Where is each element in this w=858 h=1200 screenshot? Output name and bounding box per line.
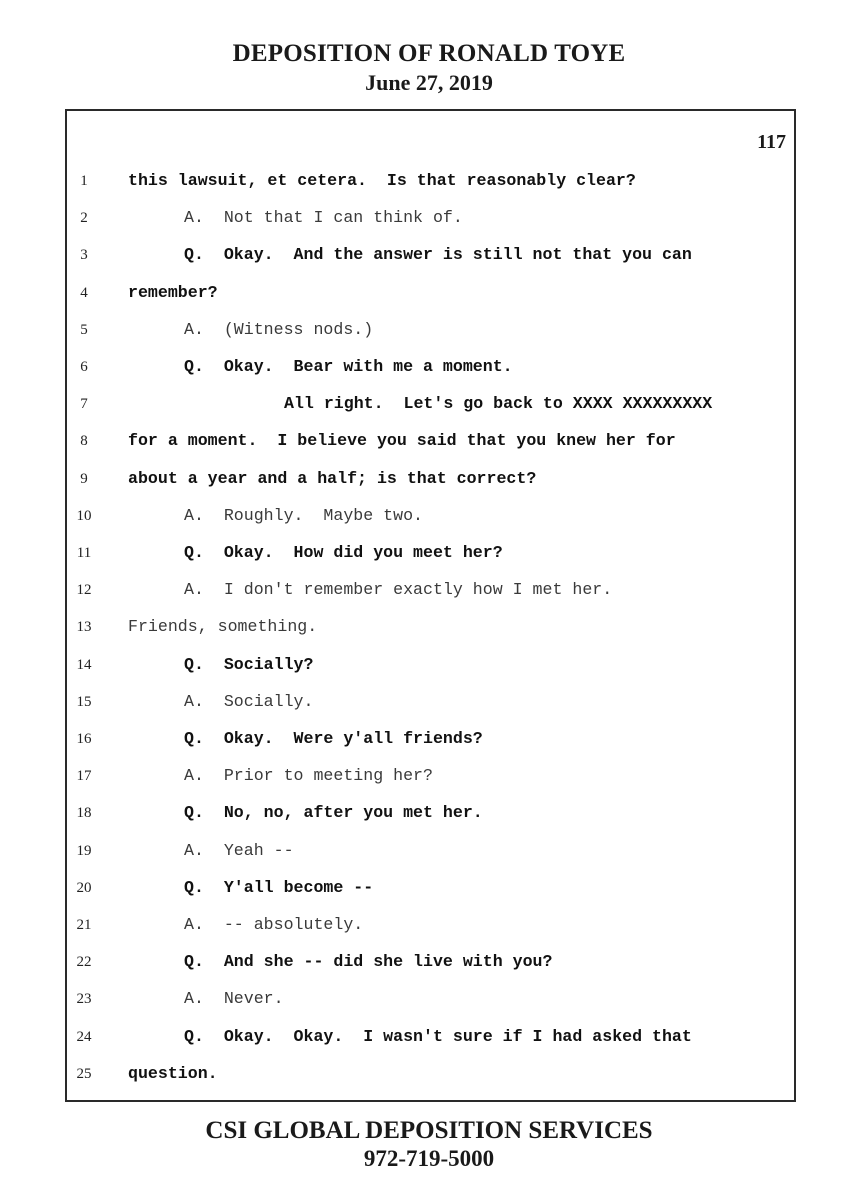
line-number: 14	[76, 656, 92, 673]
line-number: 20	[76, 879, 92, 896]
transcript-line: A. (Witness nods.)	[184, 319, 374, 339]
line-number: 6	[80, 359, 88, 375]
line-number: 24	[76, 1028, 92, 1045]
transcript-line: Q. Okay. Were y'all friends?	[184, 729, 483, 748]
deposition-title: DEPOSITION OF RONALD TOYE	[232, 40, 626, 67]
transcript-line: remember?	[128, 282, 218, 302]
transcript-line: A. I don't remember exactly how I met her.	[184, 580, 613, 600]
transcript-line: A. -- absolutely.	[184, 915, 364, 934]
line-number: 12	[76, 582, 92, 599]
transcript-line: Q. Okay. How did you meet her?	[184, 543, 503, 562]
transcript-line: A. Roughly. Maybe two.	[184, 505, 423, 525]
footer-phone: 972-719-5000	[363, 1146, 495, 1171]
line-number: 22	[76, 954, 92, 971]
deposition-date: June 27, 2019	[365, 70, 493, 95]
line-number: 16	[76, 731, 92, 747]
line-number: 8	[80, 433, 88, 450]
transcript-line: Friends, something.	[128, 617, 318, 637]
transcript-line: A. Yeah --	[184, 840, 294, 860]
transcript-line: this lawsuit, et cetera. Is that reasonably clear?	[128, 171, 636, 190]
page-number: 117	[757, 131, 786, 153]
line-number: 23	[76, 991, 92, 1008]
line-number: 13	[76, 619, 92, 636]
line-number: 17	[76, 768, 92, 785]
line-number: 10	[76, 507, 92, 524]
transcript-line: Q. Okay. Okay. I wasn't sure if I had asked that	[184, 1026, 692, 1046]
line-number: 11	[76, 545, 92, 561]
transcript-line: Q. Okay. Bear with me a moment.	[184, 357, 513, 376]
transcript-line: Q. No, no, after you met her.	[184, 803, 483, 823]
transcript-line: All right. Let's go back to XXXX XXXXXXXXX	[284, 394, 713, 414]
line-number: 1	[80, 173, 88, 189]
line-number: 19	[76, 842, 92, 859]
line-number: 3	[80, 247, 88, 264]
line-number: 4	[80, 284, 88, 301]
line-number: 21	[76, 917, 92, 933]
transcript-line: A. Prior to meeting her?	[184, 766, 433, 786]
line-number: 2	[80, 210, 88, 227]
transcript-line: for a moment. I believe you said that you knew her for	[128, 431, 676, 451]
transcript-line: A. Not that I can think of.	[184, 208, 463, 228]
transcript-line: A. Never.	[184, 989, 284, 1009]
transcript-line: A. Socially.	[184, 691, 314, 711]
line-number: 15	[76, 693, 92, 710]
transcript-line: question.	[128, 1063, 218, 1083]
line-number: 25	[76, 1065, 92, 1082]
footer-company: CSI GLOBAL DEPOSITION SERVICES	[205, 1117, 653, 1144]
transcript-line: Q. And she -- did she live with you?	[184, 952, 553, 972]
line-number: 9	[80, 470, 88, 487]
transcript-line: about a year and a half; is that correct?	[128, 468, 537, 488]
transcript-line: Q. Okay. And the answer is still not that you can	[184, 245, 692, 265]
line-number: 5	[80, 321, 88, 338]
transcript-line: Q. Y'all become --	[184, 877, 374, 897]
line-number: 18	[76, 805, 92, 822]
line-number: 7	[80, 396, 88, 413]
transcript-line: Q. Socially?	[184, 654, 314, 674]
